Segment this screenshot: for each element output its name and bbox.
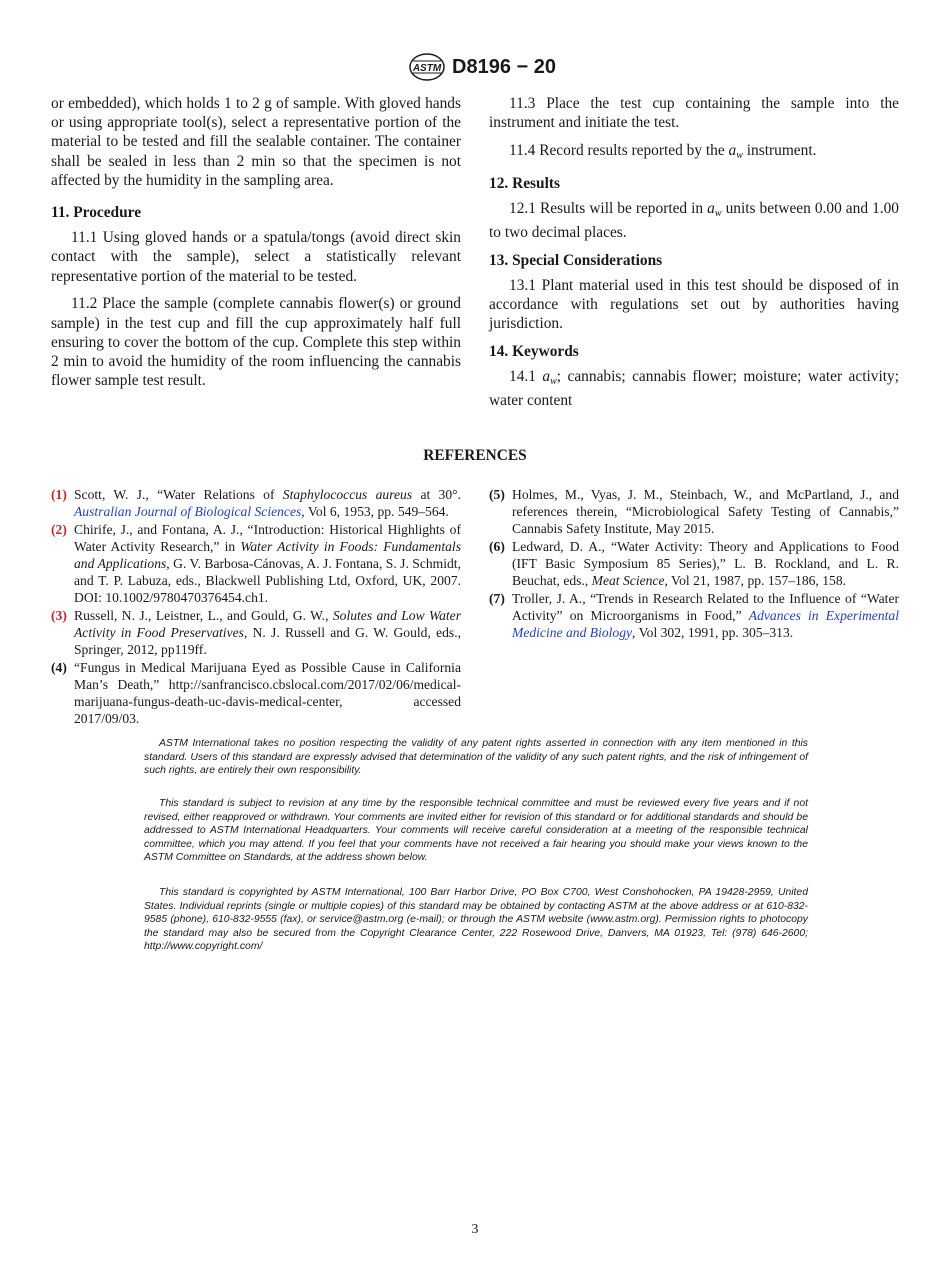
journal-link[interactable]: Advances in Experimental Medicine and Biology (512, 608, 899, 640)
reference-number[interactable]: (3) (51, 608, 67, 623)
references-title: REFERENCES (423, 447, 527, 464)
paragraph-11-3: 11.3 Place the test cup containing the sample into the instrument and initiate the test. (489, 95, 899, 132)
paragraph-continuation: or embedded), which holds 1 to 2 g of sample. With gloved hands or using appropriate tool(s), select a representative portion of the material to be tested and fill the sealable container. The container shall be sealed in less than 2 min so that the specimen is not affected by the humidity in the sampling area. (51, 95, 461, 189)
revision-notice (144, 797, 808, 885)
section-heading-special-considerations: 13. Special Considerations (489, 251, 663, 269)
reference-number[interactable]: (1) (51, 487, 67, 502)
reference-item: (1) Scott, W. J., “Water Relations of Staphylococcus aureus at 30°. Australian Journal of Biological Sciences, Vol 6, 1953, pp. 549–564. (51, 487, 461, 519)
reference-item: (5) Holmes, M., Vyas, J. M., Steinbach, W., and McPartland, J., and references therein, “Microbiological Safety Testing of Cannabis,” Cannabis Safety Institute, May 2015. (489, 487, 899, 536)
journal-link[interactable]: Australian Journal of Biological Sciences (74, 504, 302, 519)
patent-notice-text: ASTM International takes no position respecting the validity of any patent rights asserted in connection with any item mentioned in this standard. Users of this standard are expressly advised that determination of the validity of any such patent rights, and the risk of infringement of such rights, are entirely their own responsibility. (144, 738, 808, 777)
reference-number: (6) (489, 539, 505, 554)
p11-4-text-b: instrument. (742, 141, 817, 159)
paragraph-11-2: 11.2 Place the sample (complete cannabis flower(s) or ground sample) in the test cup and fill the cup approximately half full ensuring to cover the bottom of the cup. Complete this step within 2 min to avoid the humidity of the room influencing the cannabis flower sample test result. (51, 295, 461, 390)
p11-4-text-a: 11.4 Record results reported by the (509, 141, 729, 159)
copyright-notice-text: This standard is copyrighted by ASTM International, 100 Barr Harbor Drive, PO Box C700, West Conshohocken, PA 19428-2959, United States. Individual reprints (single or multiple copies) of this standard may be obtained by contacting ASTM at the above address or at 610-832-9585 (phone), 610-832-9555 (fax), or service@astm.org (e-mail); or through the ASTM website (www.astm.org). Permission rights to photocopy the standard may also be secured from the Copyright Clearance Center, 222 Rosewood Drive, Danvers, MA 01923, Tel: (978) 646-2600; http://www.copyright.com/ (144, 887, 808, 953)
reference-item: (4) “Fungus in Medical Marijuana Eyed as Possible Cause in California Man’s Death,” http://sanfrancisco.cbslocal.com/2017/02/06/medical-marijuana-fungus-death-uc-davis-medical-center, accessed 2017/09/03. (51, 660, 461, 726)
page-header (0, 52, 950, 82)
paragraph-13-1: 13.1 Plant material used in this test should be disposed of in accordance with regulations set out by authorities having jurisdiction. (489, 276, 899, 333)
aw-symbol: $a_w$ (728, 141, 743, 161)
aw-symbol: $a_w$ (707, 199, 722, 219)
paragraph-14-1: 14.1 $a_w$; cannabis; cannabis flower; moisture; water activity; water content (489, 368, 899, 410)
patent-notice (144, 737, 808, 798)
reference-item: (3) Russell, N. J., Leistner, L., and Gould, G. W., Solutes and Low Water Activity in Food Preservatives, N. J. Russell and G. W. Gould, eds., Springer, 2012, pp119ff. (51, 608, 461, 657)
paragraph-11-1: 11.1 Using gloved hands or a spatula/tongs (avoid direct skin contact with the sample), select a statistically relevant representative portion of the material to be tested. (51, 229, 461, 285)
copyright-notice (144, 886, 808, 974)
references-left-column (51, 486, 461, 728)
left-column (51, 94, 461, 399)
section-heading-results: 12. Results (489, 174, 560, 192)
reference-number[interactable]: (2) (51, 522, 67, 537)
section-heading-keywords: 14. Keywords (489, 343, 579, 361)
paragraph-11-4 (489, 141, 899, 165)
reference-number: (7) (489, 591, 505, 606)
reference-number: (5) (489, 487, 505, 502)
reference-item: (7) Troller, J. A., “Trends in Research Related to the Influence of “Water Activity” on Microorganisms in Food,” Advances in Experimental Medicine and Biology, Vol 302, 1991, pp. 305–313. (489, 591, 899, 640)
revision-notice-text: This standard is subject to revision at any time by the responsible technical committee and must be reviewed every five years and if not revised, either reapproved or withdrawn. Your comments are invited either for revision of this standard or for additional standards and should be addressed to ASTM International Headquarters. Your comments will receive careful consideration at a meeting of the responsible technical committee, which you may attend. If you feel that your comments have not received a fair hearing you should make your views known to the ASTM Committee on Standards, at the address shown below. (144, 798, 808, 864)
reference-number: (4) (51, 660, 67, 675)
reference-item: (6) Ledward, D. A., “Water Activity: Theory and Applications to Food (IFT Basic Symposium 85 Series),” L. B. Rockland, and L. R. Beuchat, eds., Meat Science, Vol 21, 1987, pp. 157–186, 158. (489, 539, 899, 588)
paragraph-12-1: 12.1 Results will be reported in $a_w$ units between 0.00 and 1.00 to two decimal places. (489, 199, 899, 242)
logo-text: ASTM (412, 63, 442, 74)
document-id: D8196 − 20 (452, 56, 556, 78)
astm-logo-icon (408, 52, 446, 82)
page-number: 3 (471, 1222, 479, 1237)
aw-symbol: $a_w$ (542, 368, 557, 388)
section-heading-procedure: 11. Procedure (51, 204, 142, 222)
right-column (489, 94, 899, 419)
reference-item: (2) Chirife, J., and Fontana, A. J., “Introduction: Historical Highlights of Water Activity Research,” in Water Activity in Foods: Fundamentals and Applications, G. V. Barbosa-Cánovas, A. J. Fontana, S. J. Schmidt, and T. P. Labuza, eds., Blackwell Publishing Ltd, Oxford, UK, 2007. DOI: 10.1002/9780470376454.ch1. (51, 522, 461, 605)
references-right-column (489, 486, 899, 642)
